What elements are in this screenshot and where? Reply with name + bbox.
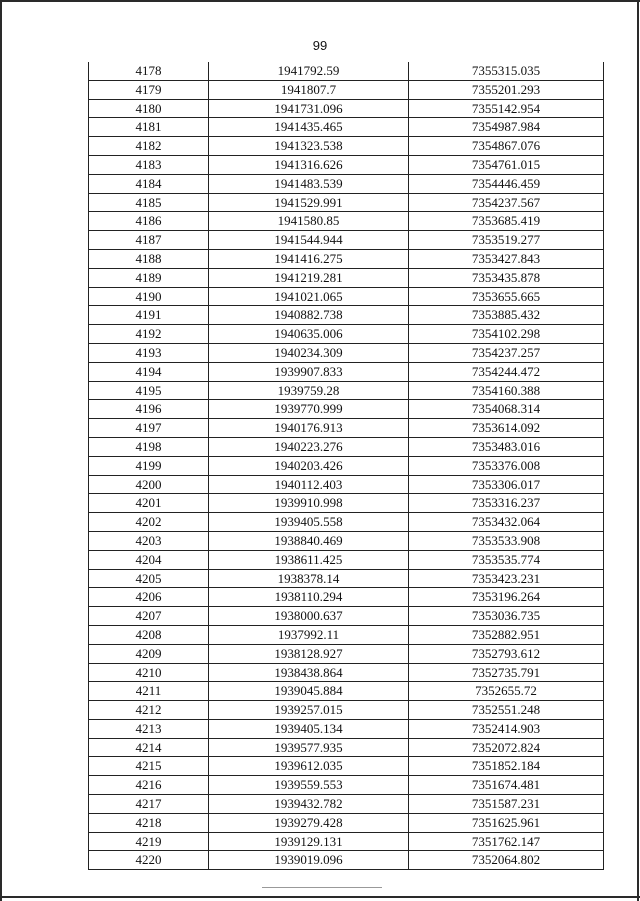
y-coordinate-cell: 7351625.961 xyxy=(409,813,604,832)
y-coordinate-cell: 7353306.017 xyxy=(409,475,604,494)
table-row xyxy=(89,174,604,193)
y-coordinate-cell: 7352551.248 xyxy=(409,701,604,720)
table-row xyxy=(89,795,604,814)
table-row xyxy=(89,456,604,475)
table-row xyxy=(89,776,604,795)
y-coordinate-cell: 7353435.878 xyxy=(409,268,604,287)
table-row xyxy=(89,663,604,682)
point-id-cell: 4186 xyxy=(89,212,209,231)
point-id-cell: 4220 xyxy=(89,851,209,870)
table-row xyxy=(89,193,604,212)
point-id-cell: 4195 xyxy=(89,381,209,400)
table-row xyxy=(89,419,604,438)
table-row xyxy=(89,231,604,250)
table-row xyxy=(89,588,604,607)
x-coordinate-cell: 1939432.782 xyxy=(209,795,409,814)
y-coordinate-cell: 7351587.231 xyxy=(409,795,604,814)
table-row xyxy=(89,306,604,325)
point-id-cell: 4211 xyxy=(89,682,209,701)
x-coordinate-cell: 1940112.403 xyxy=(209,475,409,494)
point-id-cell: 4191 xyxy=(89,306,209,325)
point-id-cell: 4181 xyxy=(89,118,209,137)
y-coordinate-cell: 7355315.035 xyxy=(409,62,604,80)
table-row xyxy=(89,62,604,80)
x-coordinate-cell: 1938840.469 xyxy=(209,531,409,550)
y-coordinate-cell: 7353423.231 xyxy=(409,569,604,588)
table-row xyxy=(89,531,604,550)
point-id-cell: 4183 xyxy=(89,155,209,174)
table-row xyxy=(89,738,604,757)
y-coordinate-cell: 7354237.567 xyxy=(409,193,604,212)
x-coordinate-cell: 1938110.294 xyxy=(209,588,409,607)
x-coordinate-cell: 1941323.538 xyxy=(209,137,409,156)
table-row xyxy=(89,155,604,174)
x-coordinate-cell: 1939405.134 xyxy=(209,719,409,738)
y-coordinate-cell: 7355201.293 xyxy=(409,80,604,99)
y-coordinate-cell: 7354761.015 xyxy=(409,155,604,174)
table-row xyxy=(89,757,604,776)
x-coordinate-cell: 1941219.281 xyxy=(209,268,409,287)
y-coordinate-cell: 7354068.314 xyxy=(409,400,604,419)
y-coordinate-cell: 7353885.432 xyxy=(409,306,604,325)
point-id-cell: 4204 xyxy=(89,550,209,569)
y-coordinate-cell: 7353685.419 xyxy=(409,212,604,231)
page-border-right xyxy=(637,0,639,901)
table-row xyxy=(89,137,604,156)
y-coordinate-cell: 7354867.076 xyxy=(409,137,604,156)
x-coordinate-cell: 1941792.59 xyxy=(209,62,409,80)
y-coordinate-cell: 7355142.954 xyxy=(409,99,604,118)
y-coordinate-cell: 7351674.481 xyxy=(409,776,604,795)
table-row xyxy=(89,212,604,231)
table-row xyxy=(89,513,604,532)
table-row xyxy=(89,362,604,381)
y-coordinate-cell: 7352882.951 xyxy=(409,625,604,644)
y-coordinate-cell: 7352793.612 xyxy=(409,644,604,663)
y-coordinate-cell: 7352072.824 xyxy=(409,738,604,757)
point-id-cell: 4198 xyxy=(89,437,209,456)
table-row xyxy=(89,607,604,626)
y-coordinate-cell: 7354446.459 xyxy=(409,174,604,193)
point-id-cell: 4210 xyxy=(89,663,209,682)
table-row xyxy=(89,287,604,306)
x-coordinate-cell: 1939770.999 xyxy=(209,400,409,419)
x-coordinate-cell: 1938438.864 xyxy=(209,663,409,682)
y-coordinate-cell: 7351852.184 xyxy=(409,757,604,776)
table-row xyxy=(89,99,604,118)
point-id-cell: 4217 xyxy=(89,795,209,814)
table-row xyxy=(89,701,604,720)
table-row xyxy=(89,80,604,99)
x-coordinate-cell: 1939907.833 xyxy=(209,362,409,381)
point-id-cell: 4178 xyxy=(89,62,209,80)
x-coordinate-cell: 1939129.131 xyxy=(209,832,409,851)
y-coordinate-cell: 7353427.843 xyxy=(409,249,604,268)
y-coordinate-cell: 7353519.277 xyxy=(409,231,604,250)
x-coordinate-cell: 1939759.28 xyxy=(209,381,409,400)
table-row xyxy=(89,437,604,456)
x-coordinate-cell: 1938378.14 xyxy=(209,569,409,588)
point-id-cell: 4189 xyxy=(89,268,209,287)
x-coordinate-cell: 1939577.935 xyxy=(209,738,409,757)
x-coordinate-cell: 1941580.85 xyxy=(209,212,409,231)
point-id-cell: 4203 xyxy=(89,531,209,550)
y-coordinate-cell: 7353316.237 xyxy=(409,494,604,513)
point-id-cell: 4209 xyxy=(89,644,209,663)
point-id-cell: 4208 xyxy=(89,625,209,644)
table-row xyxy=(89,475,604,494)
x-coordinate-cell: 1941483.539 xyxy=(209,174,409,193)
y-coordinate-cell: 7353483.016 xyxy=(409,437,604,456)
x-coordinate-cell: 1941435.465 xyxy=(209,118,409,137)
point-id-cell: 4180 xyxy=(89,99,209,118)
point-id-cell: 4190 xyxy=(89,287,209,306)
x-coordinate-cell: 1938000.637 xyxy=(209,607,409,626)
y-coordinate-cell: 7352064.802 xyxy=(409,851,604,870)
point-id-cell: 4215 xyxy=(89,757,209,776)
point-id-cell: 4200 xyxy=(89,475,209,494)
x-coordinate-cell: 1941021.065 xyxy=(209,287,409,306)
point-id-cell: 4188 xyxy=(89,249,209,268)
point-id-cell: 4184 xyxy=(89,174,209,193)
page-border-top xyxy=(0,0,640,2)
point-id-cell: 4218 xyxy=(89,813,209,832)
page-border-left xyxy=(0,0,2,901)
x-coordinate-cell: 1940882.738 xyxy=(209,306,409,325)
point-id-cell: 4206 xyxy=(89,588,209,607)
point-id-cell: 4185 xyxy=(89,193,209,212)
y-coordinate-cell: 7353196.264 xyxy=(409,588,604,607)
table-row xyxy=(89,494,604,513)
x-coordinate-cell: 1940203.426 xyxy=(209,456,409,475)
table-row xyxy=(89,644,604,663)
table-row xyxy=(89,851,604,870)
footer-rule xyxy=(262,887,382,888)
y-coordinate-cell: 7353432.064 xyxy=(409,513,604,532)
page-number: 99 xyxy=(312,38,328,53)
table-row xyxy=(89,343,604,362)
table-row xyxy=(89,400,604,419)
x-coordinate-cell: 1941544.944 xyxy=(209,231,409,250)
y-coordinate-cell: 7353535.774 xyxy=(409,550,604,569)
point-id-cell: 4193 xyxy=(89,343,209,362)
y-coordinate-cell: 7352655.72 xyxy=(409,682,604,701)
point-id-cell: 4179 xyxy=(89,80,209,99)
x-coordinate-cell: 1939019.096 xyxy=(209,851,409,870)
x-coordinate-cell: 1939612.035 xyxy=(209,757,409,776)
table-row xyxy=(89,550,604,569)
x-coordinate-cell: 1941529.991 xyxy=(209,193,409,212)
point-id-cell: 4187 xyxy=(89,231,209,250)
point-id-cell: 4202 xyxy=(89,513,209,532)
page-border-bottom xyxy=(0,896,640,898)
point-id-cell: 4194 xyxy=(89,362,209,381)
point-id-cell: 4212 xyxy=(89,701,209,720)
point-id-cell: 4207 xyxy=(89,607,209,626)
table-row xyxy=(89,381,604,400)
table-row xyxy=(89,569,604,588)
x-coordinate-cell: 1940176.913 xyxy=(209,419,409,438)
x-coordinate-cell: 1939559.553 xyxy=(209,776,409,795)
x-coordinate-cell: 1939910.998 xyxy=(209,494,409,513)
x-coordinate-cell: 1941731.096 xyxy=(209,99,409,118)
y-coordinate-cell: 7354102.298 xyxy=(409,325,604,344)
y-coordinate-cell: 7353376.008 xyxy=(409,456,604,475)
point-id-cell: 4216 xyxy=(89,776,209,795)
x-coordinate-cell: 1937992.11 xyxy=(209,625,409,644)
point-id-cell: 4219 xyxy=(89,832,209,851)
point-id-cell: 4197 xyxy=(89,419,209,438)
coordinates-table-body xyxy=(89,62,604,870)
table-row xyxy=(89,719,604,738)
y-coordinate-cell: 7352735.791 xyxy=(409,663,604,682)
y-coordinate-cell: 7353533.908 xyxy=(409,531,604,550)
x-coordinate-cell: 1941416.275 xyxy=(209,249,409,268)
x-coordinate-cell: 1939045.884 xyxy=(209,682,409,701)
point-id-cell: 4182 xyxy=(89,137,209,156)
table-row xyxy=(89,249,604,268)
x-coordinate-cell: 1938128.927 xyxy=(209,644,409,663)
x-coordinate-cell: 1939405.558 xyxy=(209,513,409,532)
x-coordinate-cell: 1940234.309 xyxy=(209,343,409,362)
coordinates-table xyxy=(88,62,604,870)
x-coordinate-cell: 1940635.006 xyxy=(209,325,409,344)
y-coordinate-cell: 7354244.472 xyxy=(409,362,604,381)
y-coordinate-cell: 7354237.257 xyxy=(409,343,604,362)
x-coordinate-cell: 1941316.626 xyxy=(209,155,409,174)
y-coordinate-cell: 7354987.984 xyxy=(409,118,604,137)
y-coordinate-cell: 7353036.735 xyxy=(409,607,604,626)
point-id-cell: 4214 xyxy=(89,738,209,757)
point-id-cell: 4205 xyxy=(89,569,209,588)
y-coordinate-cell: 7353614.092 xyxy=(409,419,604,438)
table-row xyxy=(89,325,604,344)
x-coordinate-cell: 1939257.015 xyxy=(209,701,409,720)
point-id-cell: 4199 xyxy=(89,456,209,475)
table-row xyxy=(89,682,604,701)
table-row xyxy=(89,625,604,644)
point-id-cell: 4196 xyxy=(89,400,209,419)
x-coordinate-cell: 1940223.276 xyxy=(209,437,409,456)
y-coordinate-cell: 7352414.903 xyxy=(409,719,604,738)
table-row xyxy=(89,118,604,137)
x-coordinate-cell: 1938611.425 xyxy=(209,550,409,569)
point-id-cell: 4213 xyxy=(89,719,209,738)
y-coordinate-cell: 7354160.388 xyxy=(409,381,604,400)
y-coordinate-cell: 7353655.665 xyxy=(409,287,604,306)
table-row xyxy=(89,268,604,287)
point-id-cell: 4192 xyxy=(89,325,209,344)
point-id-cell: 4201 xyxy=(89,494,209,513)
table-row xyxy=(89,813,604,832)
y-coordinate-cell: 7351762.147 xyxy=(409,832,604,851)
x-coordinate-cell: 1939279.428 xyxy=(209,813,409,832)
x-coordinate-cell: 1941807.7 xyxy=(209,80,409,99)
table-row xyxy=(89,832,604,851)
